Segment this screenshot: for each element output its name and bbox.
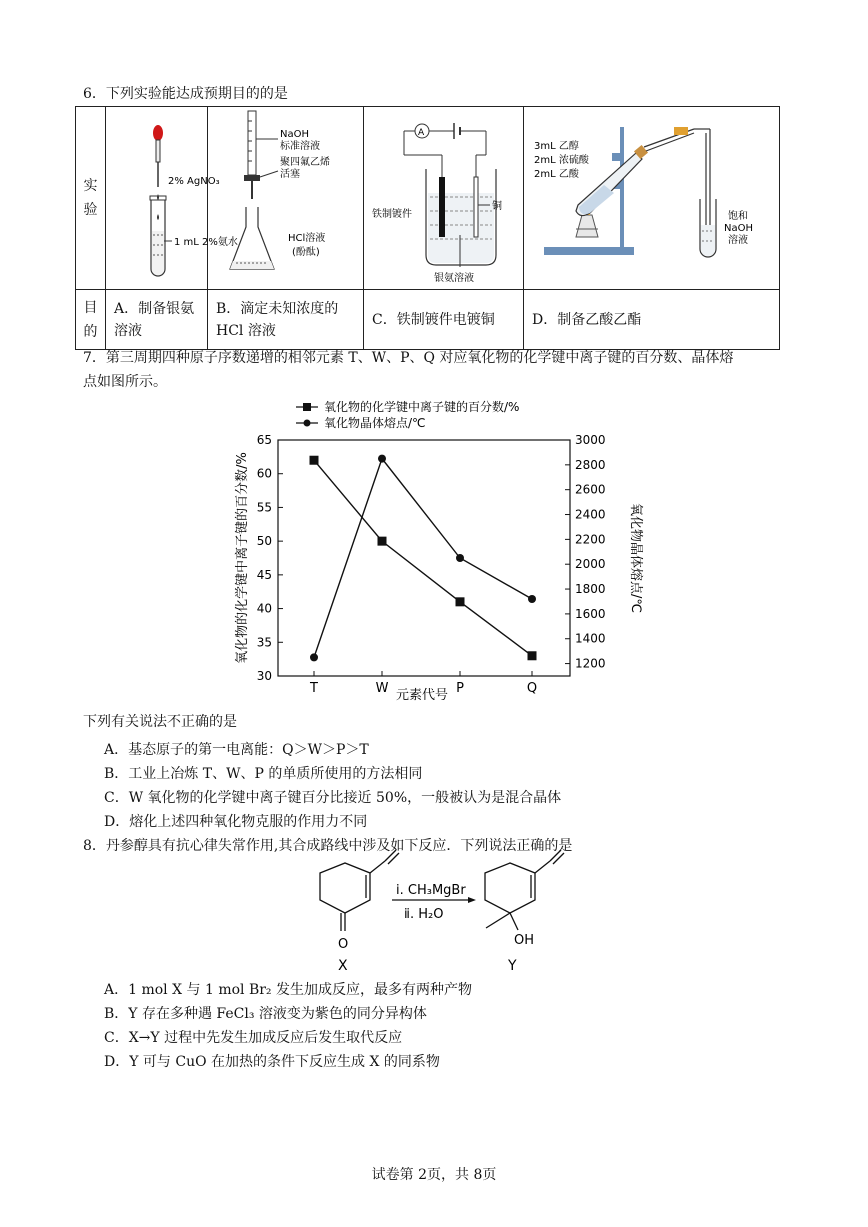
- svg-text:2mL 乙酸: 2mL 乙酸: [534, 169, 579, 180]
- setup-d: [524, 107, 780, 290]
- series-line-1: [314, 460, 532, 656]
- y-tick-label-right: 2800: [575, 457, 606, 472]
- y-tick-label-left: 30: [256, 669, 272, 683]
- y-tick-label-left: 45: [256, 567, 272, 582]
- data-point-circle: [310, 653, 318, 661]
- legend-circle-marker: [304, 420, 311, 427]
- svg-text:A: A: [418, 128, 425, 138]
- svg-text:饱和: 饱和: [728, 211, 748, 222]
- y-tick-label-left: 60: [256, 466, 272, 481]
- legend-series-2: 氧化物晶体熔点/℃: [324, 416, 426, 430]
- y-tick-label-right: 1200: [575, 656, 606, 671]
- q7-after-stem: 下列有关说法不正确的是: [83, 714, 237, 730]
- y-tick-label-left: 40: [256, 601, 272, 616]
- y-tick-label-right: 1800: [575, 582, 606, 597]
- svg-text:铜: 铜: [492, 201, 502, 212]
- svg-text:HCl溶液: HCl溶液: [288, 233, 326, 244]
- y-tick-label-right: 2000: [575, 557, 606, 572]
- x-axis-label: 元素代号: [396, 688, 449, 703]
- experiment-table: [75, 106, 780, 350]
- q7-option-c: C．W 氧化物的化学键中离子键百分比接近 50%，一般被认为是混合晶体: [104, 790, 562, 806]
- y-tick-label-right: 2200: [575, 532, 606, 547]
- x-tick-label: P: [456, 681, 464, 696]
- svg-text:溶液: 溶液: [728, 235, 748, 246]
- svg-text:铁制镀件: 铁制镀件: [372, 209, 412, 220]
- dropper-bulb: [153, 125, 163, 141]
- q6-stem: 6．下列实验能达成预期目的的是: [83, 86, 288, 102]
- row-head-purpose: 目 的: [76, 290, 106, 350]
- aim-c: C．铁制镀件电镀铜: [364, 290, 524, 350]
- data-point-circle: [456, 554, 464, 562]
- data-point-square: [456, 597, 465, 606]
- y-hydroxyl: OH: [514, 933, 535, 948]
- molecule-x: [320, 850, 399, 931]
- x-tick-label: Q: [526, 681, 538, 696]
- svg-text:标准溶液: 标准溶液: [280, 141, 320, 152]
- x-label: X: [338, 958, 348, 974]
- y-tick-label-right: 2400: [575, 507, 606, 522]
- ionic-bond-melting-point-chart: [220, 396, 643, 706]
- reagent-step-1: ⅰ. CH₃MgBr: [396, 883, 466, 898]
- y-axis-label-left: 氧化物的化学键中离子键的百分数/%: [235, 452, 250, 664]
- y-axis-label-right: 氧化物晶体熔点/℃: [628, 503, 643, 613]
- data-point-square: [378, 537, 387, 546]
- y-tick-label-right: 3000: [575, 433, 606, 447]
- q8-option-b: B．Y 存在多种遇 FeCl₃ 溶液变为紫色的同分异构体: [104, 1006, 427, 1022]
- y-tick-label-right: 1600: [575, 606, 606, 621]
- q8-stem: 8．丹参醇具有抗心律失常作用,其合成路线中涉及如下反应．下列说法正确的是: [83, 838, 573, 854]
- copper-electrode: [474, 177, 478, 237]
- chart-legend: [296, 399, 519, 430]
- plot-frame: [278, 440, 570, 676]
- y-tick-label-right: 1400: [575, 631, 606, 646]
- x-tick-label: T: [310, 681, 318, 696]
- aim-a: A．制备银氨 溶液: [106, 290, 208, 350]
- reagent-step-2: ⅱ. H₂O: [404, 907, 444, 922]
- data-point-square: [528, 651, 537, 660]
- stand-base: [544, 247, 634, 255]
- series-line-2: [314, 459, 532, 658]
- svg-text:(酚酞): (酚酞): [292, 247, 320, 258]
- q8-option-c: C．X→Y 过程中先发生加成反应后发生取代反应: [104, 1030, 403, 1046]
- data-point-circle: [528, 595, 536, 603]
- aim-b: B．滴定未知浓度的 HCl 溶液: [208, 290, 364, 350]
- svg-text:银氨溶液: 银氨溶液: [434, 273, 474, 284]
- x-oxygen: O: [338, 937, 349, 952]
- svg-text:活塞: 活塞: [280, 169, 300, 180]
- legend-series-1: 氧化物的化学键中离子键的百分数/%: [324, 400, 520, 414]
- y-tick-label-right: 2600: [575, 482, 606, 497]
- iron-electrode: [439, 177, 445, 237]
- svg-text:NaOH: NaOH: [280, 129, 309, 140]
- y-label: Y: [508, 958, 517, 974]
- svg-text:NaOH: NaOH: [724, 223, 753, 234]
- y-tick-label-left: 35: [256, 635, 272, 650]
- q7-stem-line2: 点如图所示。: [83, 374, 167, 390]
- y-tick-label-left: 50: [256, 534, 272, 549]
- setup-b: [208, 107, 364, 290]
- svg-text:2mL 浓硫酸: 2mL 浓硫酸: [534, 155, 589, 166]
- setup-a: [106, 107, 238, 290]
- molecule-y: [485, 850, 564, 930]
- setup-c: [364, 107, 524, 290]
- x-tick-label: W: [375, 681, 389, 696]
- y-tick-label-left: 65: [256, 433, 272, 447]
- q7-option-b: B．工业上冶炼 T、W、P 的单质所使用的方法相同: [104, 766, 423, 782]
- y-tick-label-left: 55: [256, 500, 272, 515]
- row-head-experiment: 实 验: [76, 107, 106, 290]
- q7-stem-line1: 7．第三周期四种原子序数递增的相邻元素 T、W、P、Q 对应氧化物的化学键中离子键的百分数、晶体熔: [83, 350, 734, 366]
- ammonia-label: 1 mL 2%氨水: [174, 237, 238, 248]
- agno3-label: 2% AgNO₃: [168, 176, 220, 187]
- q7-option-d: D．熔化上述四种氧化物克服的作用力不同: [104, 814, 368, 830]
- q8-option-a: A．1 mol X 与 1 mol Br₂ 发生加成反应，最多有两种产物: [104, 982, 472, 998]
- page-footer: 试卷第 2页，共 8页: [371, 1167, 497, 1183]
- data-point-circle: [378, 455, 386, 463]
- svg-text:3mL 乙醇: 3mL 乙醇: [534, 141, 579, 152]
- svg-text:聚四氟乙烯: 聚四氟乙烯: [280, 157, 330, 168]
- q8-option-d: D．Y 可与 CuO 在加热的条件下反应生成 X 的同系物: [104, 1054, 440, 1070]
- reaction-scheme: [300, 858, 580, 978]
- aim-d: D．制备乙酸乙酯: [524, 290, 780, 350]
- q7-option-a: A．基态原子的第一电离能：Q＞W＞P＞T: [104, 742, 369, 758]
- data-point-square: [310, 456, 319, 465]
